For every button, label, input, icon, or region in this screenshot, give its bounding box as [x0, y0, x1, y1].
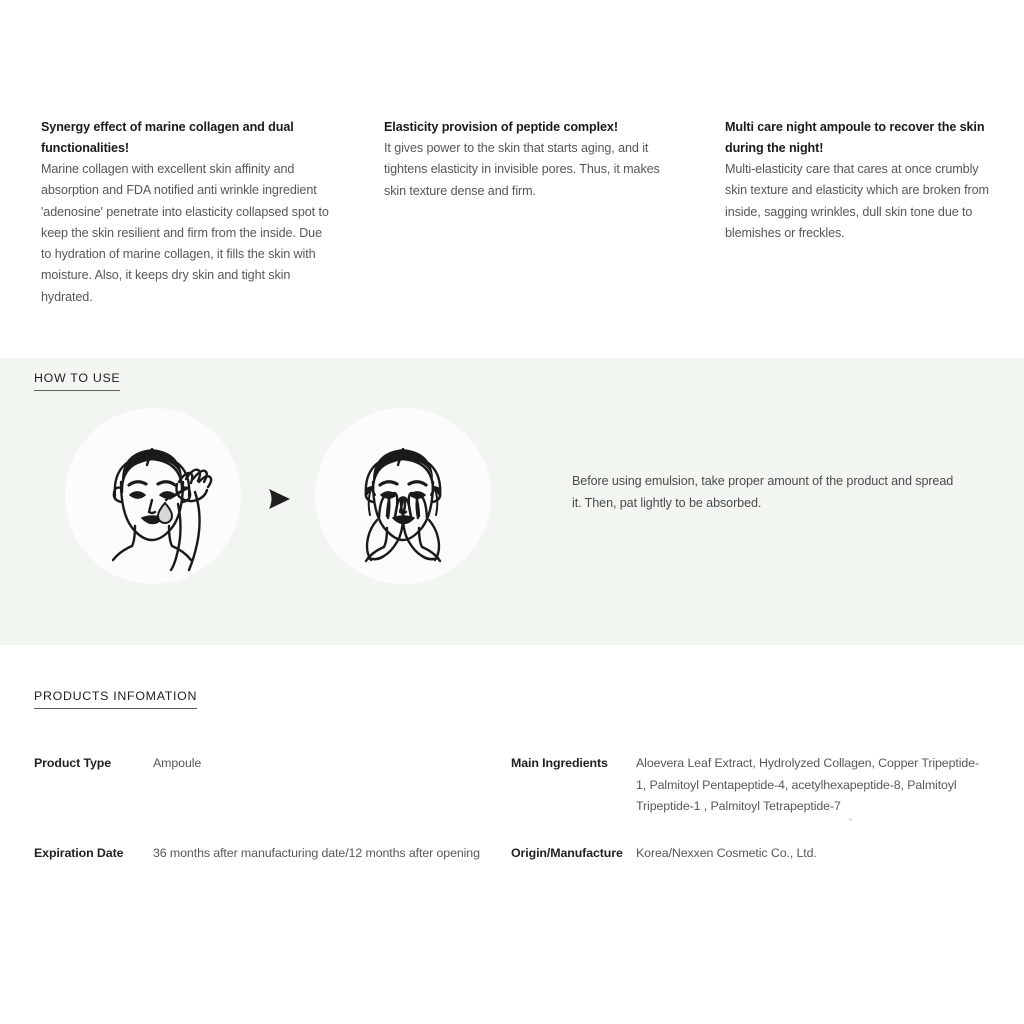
feature-column-3 [725, 117, 997, 244]
features-section [0, 0, 1024, 358]
table-row [0, 753, 1024, 843]
how-to-use-section [0, 358, 1024, 645]
table-row [0, 843, 1024, 883]
play-arrow-icon [266, 488, 292, 510]
feature-column-2 [384, 117, 669, 202]
how-to-use-instruction: Before using emulsion, take proper amount of the product and spread it. Then, pat lightly to be absorbed. [572, 474, 954, 510]
feature-body: It gives power to the skin that starts aging, and it tightens elasticity in invisible pores. Thus, it makes skin texture dense and firm. [384, 141, 660, 198]
step-2-illustration [315, 408, 491, 584]
expiration-date-label: Expiration Date [34, 846, 124, 860]
face-dropper-application-icon [65, 408, 241, 584]
step-1-illustration [65, 408, 241, 584]
feature-body: Marine collagen with excellent skin affinity and absorption and FDA notified anti wrinkle ingredient 'adenosine' penetrate into elasticity collapsed spot to keep the skin resilient and firm from the inside. Due to hydration of marine collagen, it fills the skin with moisture. Also, it keeps dry skin and tight skin hydrated. [41, 162, 329, 304]
step-separator-arrow [266, 488, 292, 510]
page-artifact-speck [849, 818, 852, 821]
feature-column-1 [41, 117, 331, 308]
product-type-label: Product Type [34, 756, 112, 770]
how-to-use-heading: HOW TO USE [34, 371, 120, 391]
products-information-section [0, 645, 1024, 1024]
face-patting-hands-icon [315, 408, 491, 584]
product-type-value: Ampoule [153, 756, 202, 770]
main-ingredients-value: Aloevera Leaf Extract, Hydrolyzed Collagen, Copper Tripeptide-1, Palmitoyl Pentapeptide-4, acetylhexapeptide-8, Palmitoyl Tripeptide-1 , Palmitoyl Tetrapeptide-7 [636, 756, 979, 813]
feature-body: Multi-elasticity care that cares at once crumbly skin texture and elasticity which are broken from inside, sagging wrinkles, dull skin tone due to blemishes or freckles. [725, 162, 989, 240]
feature-title: Synergy effect of marine collagen and dual functionalities! [41, 120, 294, 155]
origin-manufacture-label: Origin/Manufacture [511, 846, 623, 860]
feature-title: Multi care night ampoule to recover the skin during the night! [725, 120, 985, 155]
origin-manufacture-value: Korea/Nexxen Cosmetic Co., Ltd. [636, 846, 817, 860]
main-ingredients-label: Main Ingredients [511, 756, 608, 770]
products-information-heading: PRODUCTS INFOMATION [34, 689, 197, 709]
feature-title: Elasticity provision of peptide complex! [384, 120, 618, 134]
products-information-table [0, 753, 1024, 883]
expiration-date-value: 36 months after manufacturing date/12 months after opening [153, 846, 480, 860]
